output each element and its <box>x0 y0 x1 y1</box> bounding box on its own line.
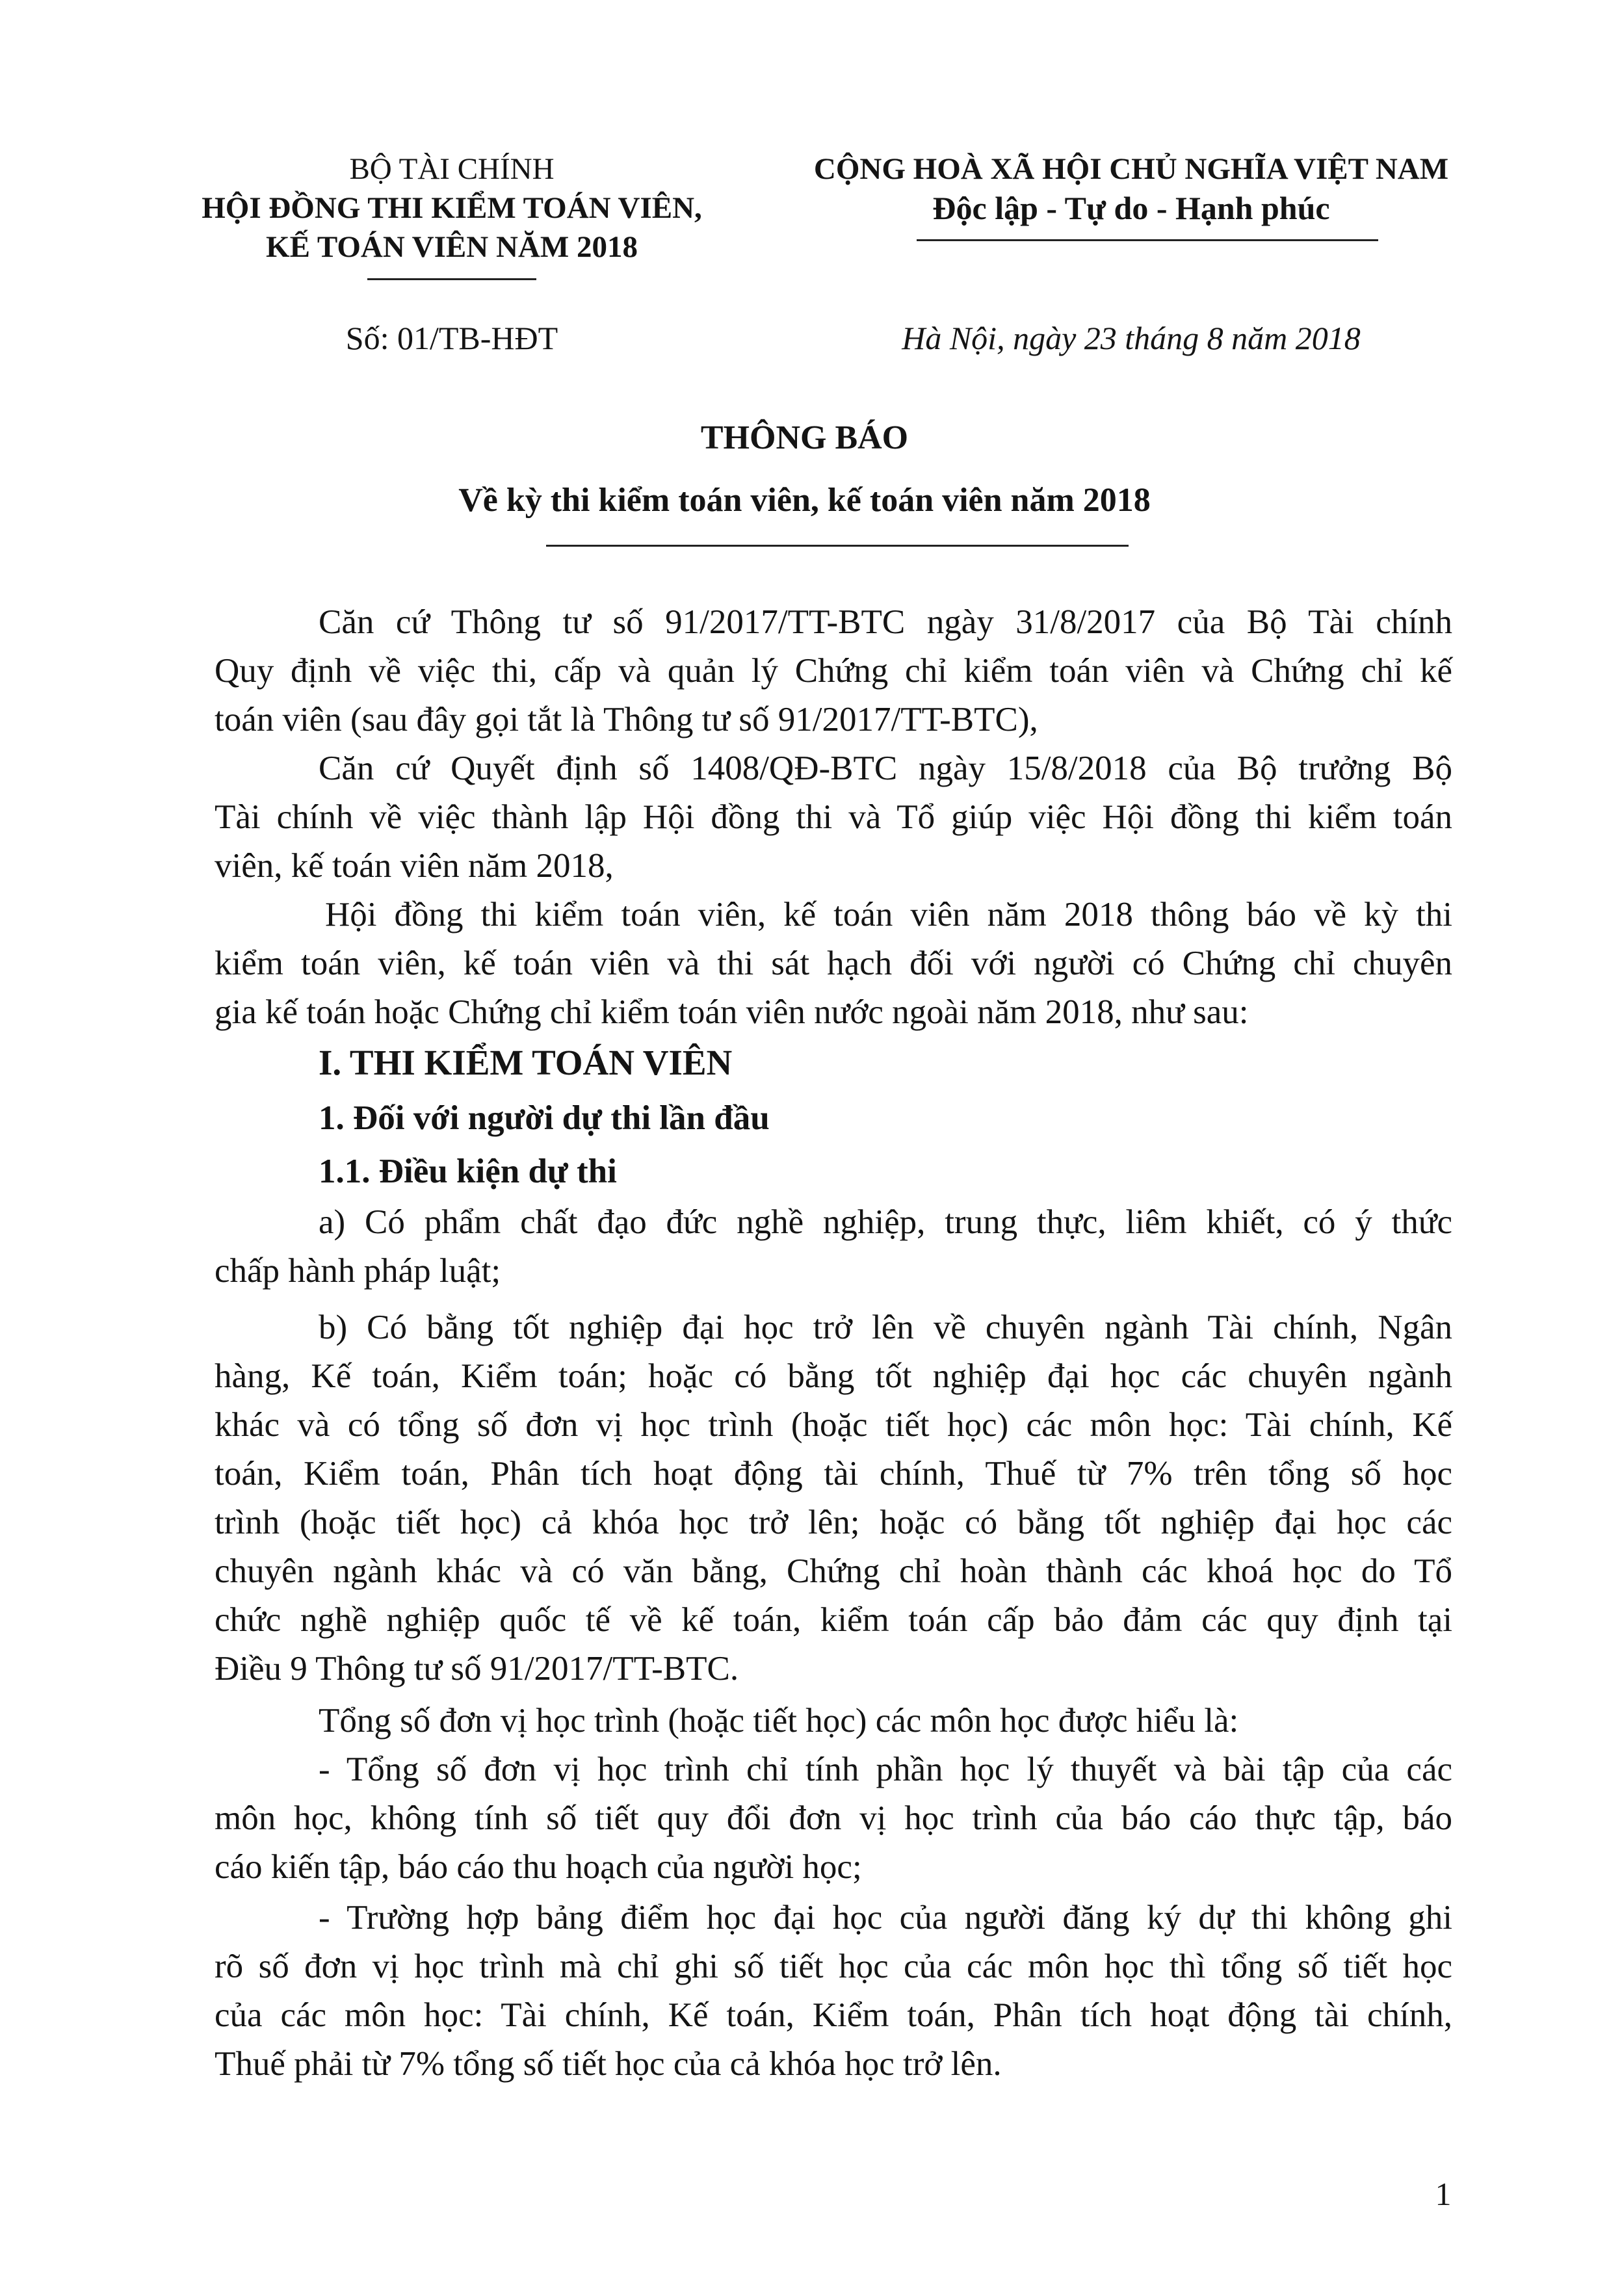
document-title: THÔNG BÁO <box>700 419 909 456</box>
body-line: hàng, Kế toán, Kiểm toán; hoặc có bằng tốt nghiệp đại học các chuyên ngành <box>215 1357 1452 1395</box>
body-line: - Tổng số đơn vị học trình chỉ tính phần học lý thuyết và bài tập của các <box>319 1751 1452 1788</box>
title-rule <box>546 545 1129 547</box>
body-line: Thuế phải từ 7% tổng số tiết học của cả khóa học trở lên. <box>215 2045 1002 2083</box>
country-name: CỘNG HOÀ XÃ HỘI CHỦ NGHĨA VIỆT NAM <box>813 152 1449 186</box>
body-line: Quy định về việc thi, cấp và quản lý Chứng chỉ kiểm toán viên và Chứng chỉ kế <box>215 652 1452 690</box>
document-date: Hà Nội, ngày 23 tháng 8 năm 2018 <box>902 320 1361 356</box>
body-line: chức nghề nghiệp quốc tế về kế toán, kiểm toán cấp bảo đảm các quy định tại <box>215 1601 1452 1639</box>
body-line: toán, Kiểm toán, Phân tích hoạt động tài chính, Thuế từ 7% trên tổng số học <box>215 1455 1452 1493</box>
ministry-name: BỘ TÀI CHÍNH <box>349 152 555 186</box>
body-line: rõ số đơn vị học trình mà chỉ ghi số tiết học của các môn học thì tổng số tiết học <box>215 1948 1452 1985</box>
motto: Độc lập - Tự do - Hạnh phúc <box>932 190 1330 226</box>
body-line: trình (hoặc tiết học) cả khóa học trở lên; hoặc có bằng tốt nghiệp đại học các <box>215 1504 1452 1541</box>
council-name-line1: HỘI ĐỒNG THI KIỂM TOÁN VIÊN, <box>202 191 702 225</box>
body-line: kiểm toán viên, kế toán viên và thi sát hạch đối với người có Chứng chỉ chuyên <box>215 945 1452 982</box>
subsection-heading: 1. Đối với người dự thi lần đầu <box>319 1099 770 1137</box>
left-header-rule <box>367 278 536 280</box>
body-line: b) Có bằng tốt nghiệp đại học trở lên về chuyên ngành Tài chính, Ngân <box>319 1309 1452 1346</box>
body-line: chuyên ngành khác và có văn bằng, Chứng chỉ hoàn thành các khoá học do Tổ <box>215 1552 1452 1590</box>
document-number: Số: 01/TB-HĐT <box>345 320 558 356</box>
right-header-rule <box>917 239 1378 241</box>
body-line: Hội đồng thi kiểm toán viên, kế toán viên năm 2018 thông báo về kỳ thi <box>325 896 1452 933</box>
body-line: khác và có tổng số đơn vị học trình (hoặc tiết học) các môn học: Tài chính, Kế <box>215 1406 1452 1444</box>
body-line: - Trường hợp bảng điểm học đại học của người đăng ký dự thi không ghi <box>319 1899 1452 1937</box>
section-heading: I. THI KIỂM TOÁN VIÊN <box>319 1043 733 1082</box>
document-subtitle: Về kỳ thi kiểm toán viên, kế toán viên năm 2018 <box>458 482 1151 519</box>
page-number: 1 <box>1435 2176 1452 2212</box>
body-line: cáo kiến tập, báo cáo thu hoạch của người học; <box>215 1848 862 1886</box>
subsection-heading: 1.1. Điều kiện dự thi <box>319 1153 617 1190</box>
body-line: toán viên (sau đây gọi tắt là Thông tư số 91/2017/TT-BTC), <box>215 701 1038 738</box>
body-line: a) Có phẩm chất đạo đức nghề nghiệp, trung thực, liêm khiết, có ý thức <box>319 1203 1452 1241</box>
body-line: Căn cứ Thông tư số 91/2017/TT-BTC ngày 31/8/2017 của Bộ Tài chính <box>319 603 1452 641</box>
body-line: gia kế toán hoặc Chứng chỉ kiểm toán viên nước ngoài năm 2018, như sau: <box>215 993 1249 1031</box>
body-line: viên, kế toán viên năm 2018, <box>215 847 614 885</box>
body-line: Tổng số đơn vị học trình (hoặc tiết học) các môn học được hiểu là: <box>319 1702 1239 1740</box>
body-line: Tài chính về việc thành lập Hội đồng thi và Tổ giúp việc Hội đồng thi kiểm toán <box>215 798 1452 836</box>
body-line: Căn cứ Quyết định số 1408/QĐ-BTC ngày 15/8/2018 của Bộ trưởng Bộ <box>319 750 1452 787</box>
body-line: của các môn học: Tài chính, Kế toán, Kiểm toán, Phân tích hoạt động tài chính, <box>215 1996 1452 2034</box>
body-line: Điều 9 Thông tư số 91/2017/TT-BTC. <box>215 1650 739 1688</box>
council-name-line2: KẾ TOÁN VIÊN NĂM 2018 <box>266 230 638 264</box>
body-line: chấp hành pháp luật; <box>215 1252 501 1290</box>
body-line: môn học, không tính số tiết quy đổi đơn vị học trình của báo cáo thực tập, báo <box>215 1799 1452 1837</box>
